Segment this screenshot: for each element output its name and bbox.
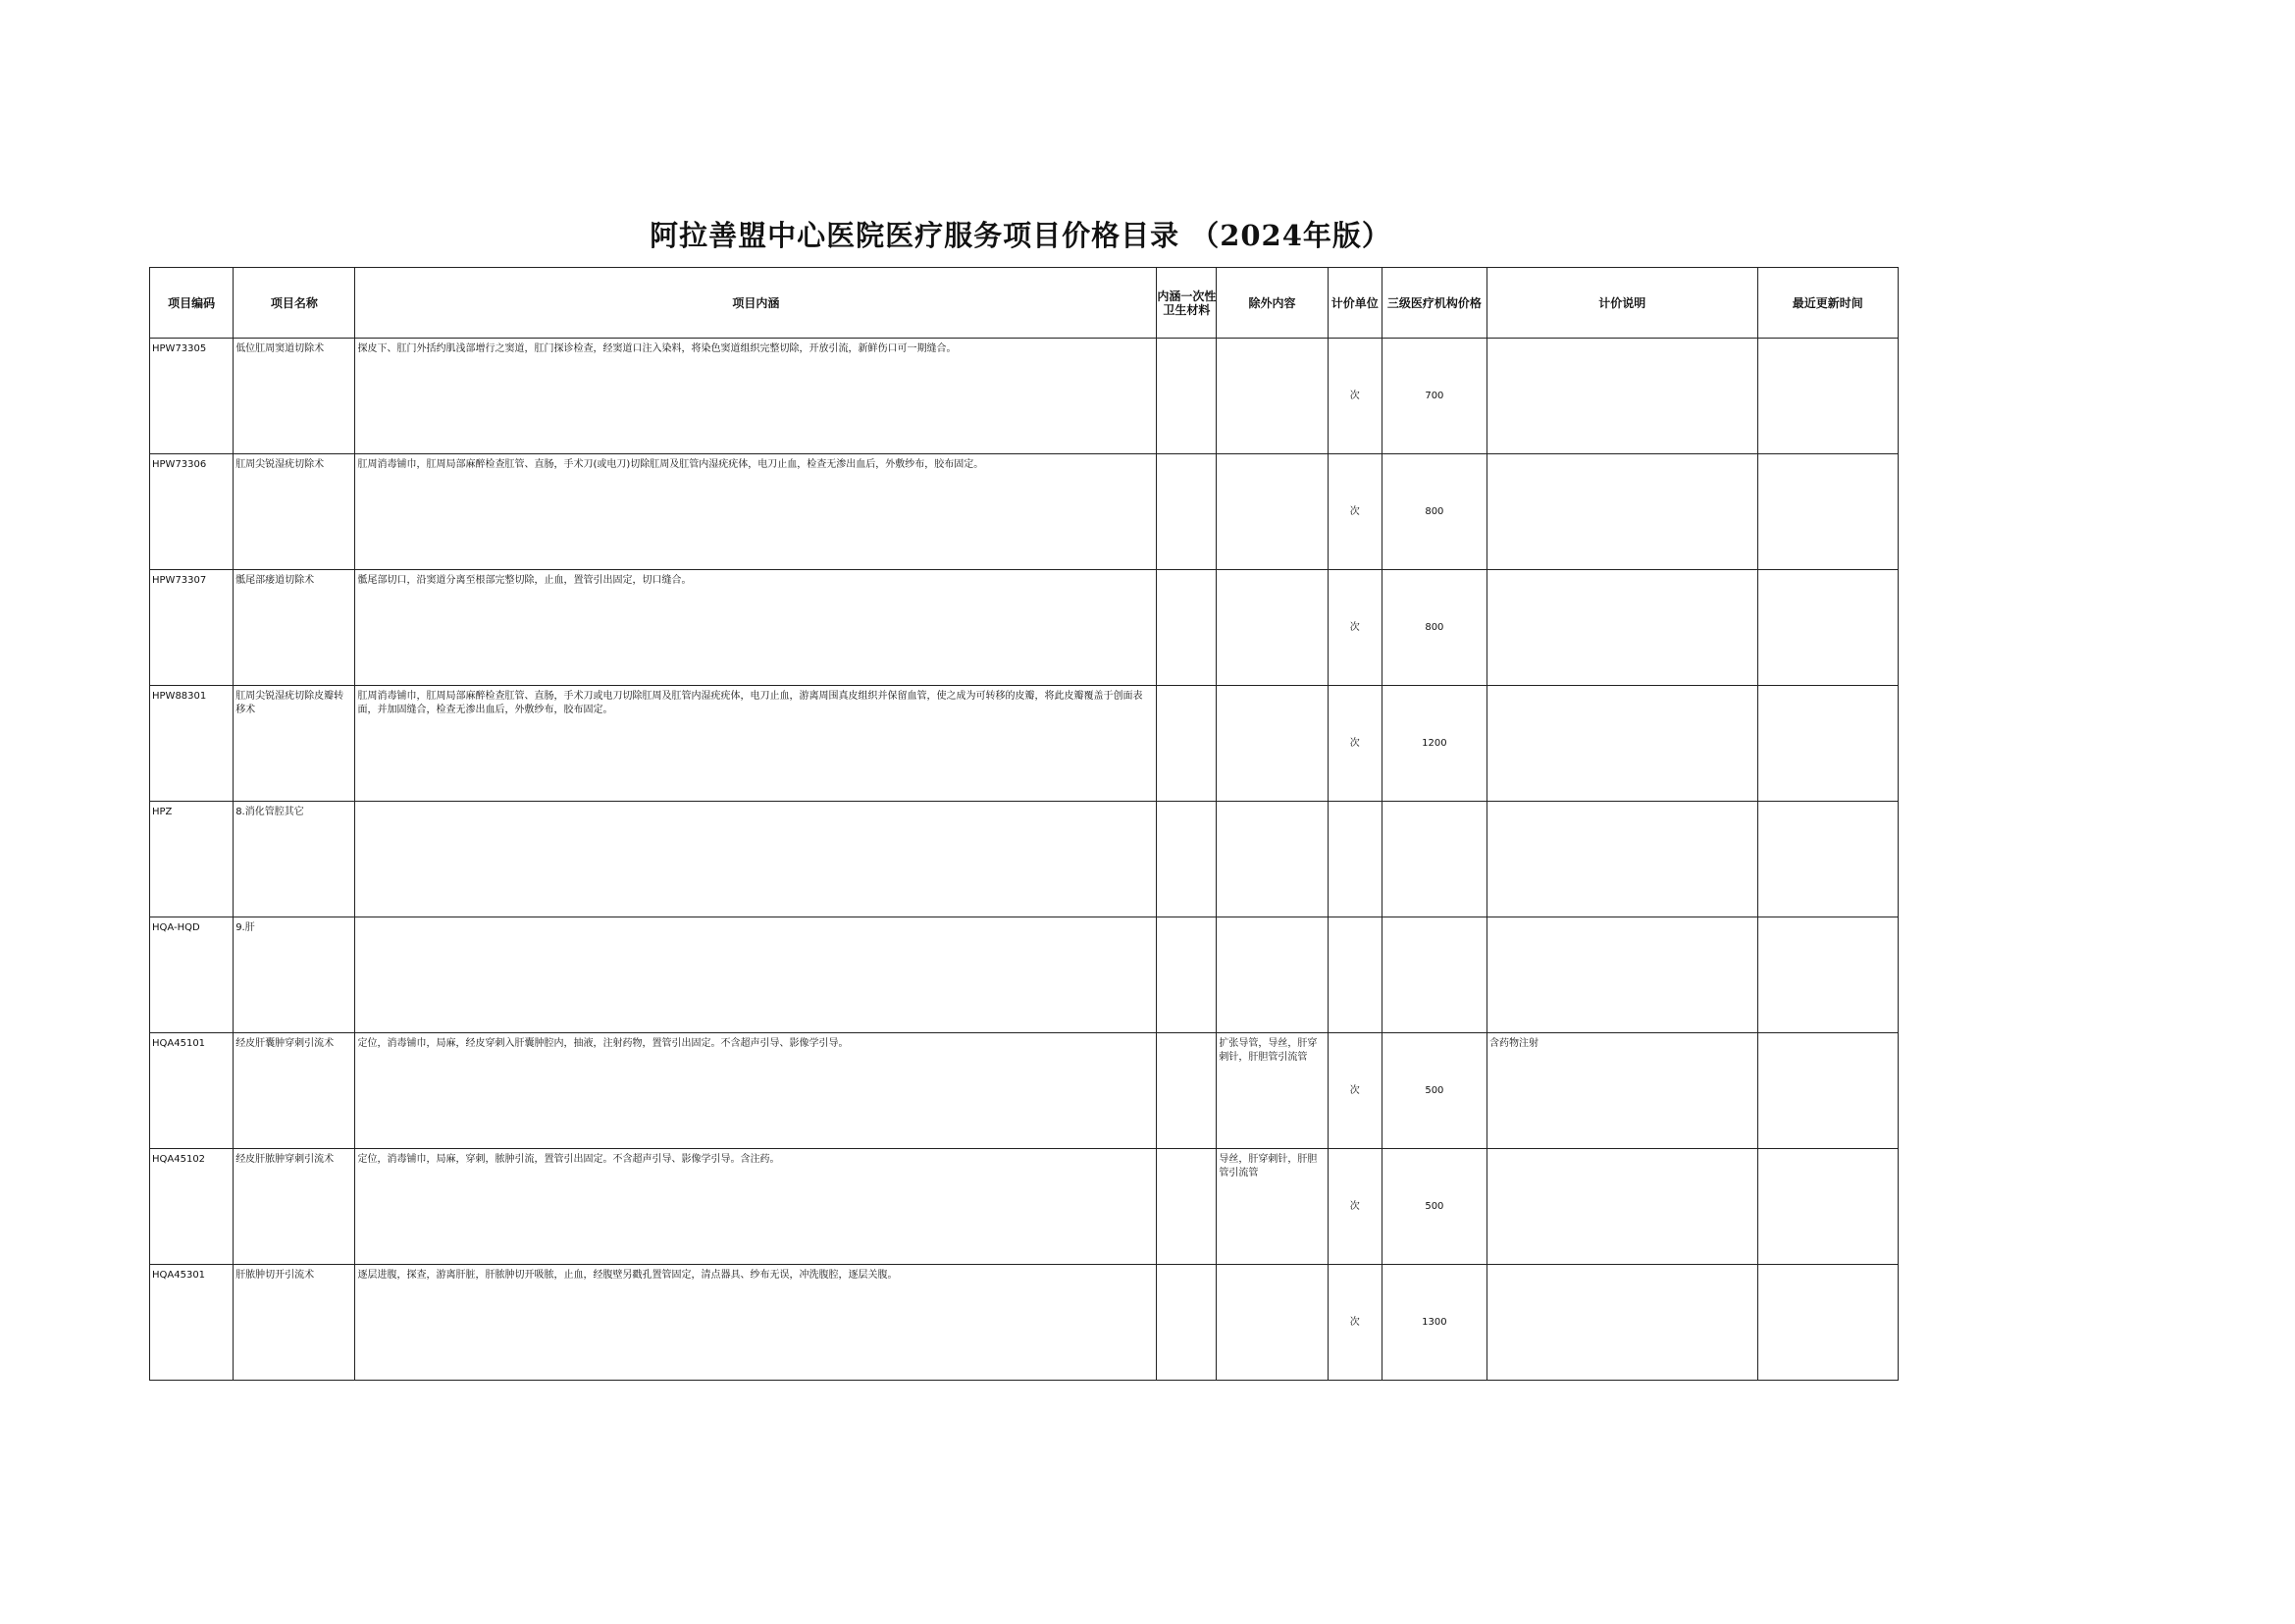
cell-code: HPW73306: [150, 454, 234, 570]
cell-date: [1757, 339, 1898, 454]
cell-exclusion: [1217, 917, 1328, 1033]
cell-content: 定位，消毒铺巾，局麻，经皮穿刺入肝囊肿腔内，抽液，注射药物，置管引出固定。不含超声引导、影像学引导。: [355, 1033, 1157, 1149]
cell-exclusion: [1217, 454, 1328, 570]
cell-code: HQA45301: [150, 1265, 234, 1381]
cell-note: [1487, 686, 1758, 802]
cell-note: [1487, 454, 1758, 570]
cell-name: 肝脓肿切开引流术: [234, 1265, 355, 1381]
cell-content: 肛周消毒铺巾，肛周局部麻醉检查肛管、直肠，手术刀或电刀切除肛周及肛管内湿疣疣体，电刀止血，游离周围真皮组织并保留血管，使之成为可转移的皮瓣，将此皮瓣覆盖于创面表面，并加固缝合，检查无渗出血后，外敷纱布，胶布固定。: [355, 686, 1157, 802]
cell-date: [1757, 1265, 1898, 1381]
cell-name: 肛周尖锐湿疣切除皮瓣转移术: [234, 686, 355, 802]
cell-material: [1157, 1265, 1217, 1381]
cell-material: [1157, 686, 1217, 802]
cell-code: HPW73305: [150, 339, 234, 454]
cell-code: HPW73307: [150, 570, 234, 686]
cell-price: 1300: [1382, 1265, 1487, 1381]
cell-name: 低位肛周窦道切除术: [234, 339, 355, 454]
cell-note: [1487, 570, 1758, 686]
cell-name: 肛周尖锐湿疣切除术: [234, 454, 355, 570]
cell-note: [1487, 1265, 1758, 1381]
cell-name: 骶尾部瘘道切除术: [234, 570, 355, 686]
cell-unit: [1328, 917, 1382, 1033]
cell-exclusion: 扩张导管，导丝，肝穿刺针，肝胆管引流管: [1217, 1033, 1328, 1149]
cell-unit: 次: [1328, 570, 1382, 686]
cell-content: 定位，消毒铺巾，局麻，穿刺，脓肿引流，置管引出固定。不含超声引导、影像学引导。含注药。: [355, 1149, 1157, 1265]
cell-material: [1157, 339, 1217, 454]
cell-content: 探皮下、肛门外括约肌浅部增行之窦道，肛门探诊检查，经窦道口注入染料，将染色窦道组织完整切除，开放引流，新鲜伤口可一期缝合。: [355, 339, 1157, 454]
cell-date: [1757, 1149, 1898, 1265]
table-row: [150, 454, 1899, 570]
cell-name: 经皮肝囊肿穿刺引流术: [234, 1033, 355, 1149]
column-header-date: 最近更新时间: [1757, 268, 1898, 339]
cell-name: 8.消化管腔其它: [234, 802, 355, 917]
cell-price: [1382, 917, 1487, 1033]
column-header-material: 内涵一次性卫生材料: [1157, 268, 1217, 339]
cell-material: [1157, 1149, 1217, 1265]
cell-content: 逐层进腹，探查，游离肝脏，肝脓肿切开吸脓，止血，经腹壁另戳孔置管固定，清点器具、纱布无误，冲洗腹腔，逐层关腹。: [355, 1265, 1157, 1381]
table-row: [150, 686, 1899, 802]
cell-price: 500: [1382, 1149, 1487, 1265]
cell-name: 经皮肝脓肿穿刺引流术: [234, 1149, 355, 1265]
table-header-row: [150, 268, 1899, 339]
cell-code: HPZ: [150, 802, 234, 917]
cell-material: [1157, 570, 1217, 686]
column-header-content: 项目内涵: [355, 268, 1157, 339]
cell-unit: [1328, 802, 1382, 917]
cell-code: HQA45102: [150, 1149, 234, 1265]
cell-note: [1487, 339, 1758, 454]
table-row: [150, 1033, 1899, 1149]
cell-exclusion: [1217, 339, 1328, 454]
table-row: [150, 802, 1899, 917]
cell-date: [1757, 1033, 1898, 1149]
column-header-note: 计价说明: [1487, 268, 1758, 339]
cell-content: [355, 917, 1157, 1033]
cell-note: 含药物注射: [1487, 1033, 1758, 1149]
cell-exclusion: [1217, 686, 1328, 802]
cell-date: [1757, 686, 1898, 802]
table-row: [150, 570, 1899, 686]
cell-note: [1487, 1149, 1758, 1265]
cell-code: HPW88301: [150, 686, 234, 802]
page-title: 阿拉善盟中心医院医疗服务项目价格目录 （2024年版）: [650, 219, 1391, 252]
cell-material: [1157, 802, 1217, 917]
cell-unit: 次: [1328, 1033, 1382, 1149]
column-header-unit: 计价单位: [1328, 268, 1382, 339]
cell-price: 700: [1382, 339, 1487, 454]
cell-exclusion: 导丝，肝穿刺针，肝胆管引流管: [1217, 1149, 1328, 1265]
cell-exclusion: [1217, 570, 1328, 686]
table-row: [150, 1265, 1899, 1381]
cell-price: [1382, 802, 1487, 917]
price-table: [149, 267, 1899, 1381]
column-header-price: 三级医疗机构价格: [1382, 268, 1487, 339]
table-row: [150, 1149, 1899, 1265]
cell-content: [355, 802, 1157, 917]
cell-content: 肛周消毒铺巾，肛周局部麻醉检查肛管、直肠，手术刀(或电刀)切除肛周及肛管内湿疣疣体，电刀止血，检查无渗出血后，外敷纱布，胶布固定。: [355, 454, 1157, 570]
column-header-code: 项目编码: [150, 268, 234, 339]
cell-price: 800: [1382, 570, 1487, 686]
cell-date: [1757, 917, 1898, 1033]
cell-date: [1757, 454, 1898, 570]
cell-code: HQA45101: [150, 1033, 234, 1149]
cell-name: 9.肝: [234, 917, 355, 1033]
cell-price: 500: [1382, 1033, 1487, 1149]
cell-content: 骶尾部切口，沿窦道分离至根部完整切除，止血，置管引出固定，切口缝合。: [355, 570, 1157, 686]
cell-unit: 次: [1328, 454, 1382, 570]
cell-unit: 次: [1328, 686, 1382, 802]
cell-exclusion: [1217, 802, 1328, 917]
column-header-exclusion: 除外内容: [1217, 268, 1328, 339]
cell-material: [1157, 917, 1217, 1033]
cell-date: [1757, 570, 1898, 686]
table-row: [150, 917, 1899, 1033]
cell-price: 800: [1382, 454, 1487, 570]
cell-price: 1200: [1382, 686, 1487, 802]
cell-date: [1757, 802, 1898, 917]
cell-exclusion: [1217, 1265, 1328, 1381]
cell-unit: 次: [1328, 1149, 1382, 1265]
cell-code: HQA-HQD: [150, 917, 234, 1033]
column-header-name: 项目名称: [234, 268, 355, 339]
cell-note: [1487, 917, 1758, 1033]
cell-material: [1157, 1033, 1217, 1149]
cell-note: [1487, 802, 1758, 917]
cell-unit: 次: [1328, 339, 1382, 454]
cell-material: [1157, 454, 1217, 570]
cell-unit: 次: [1328, 1265, 1382, 1381]
table-row: [150, 339, 1899, 454]
